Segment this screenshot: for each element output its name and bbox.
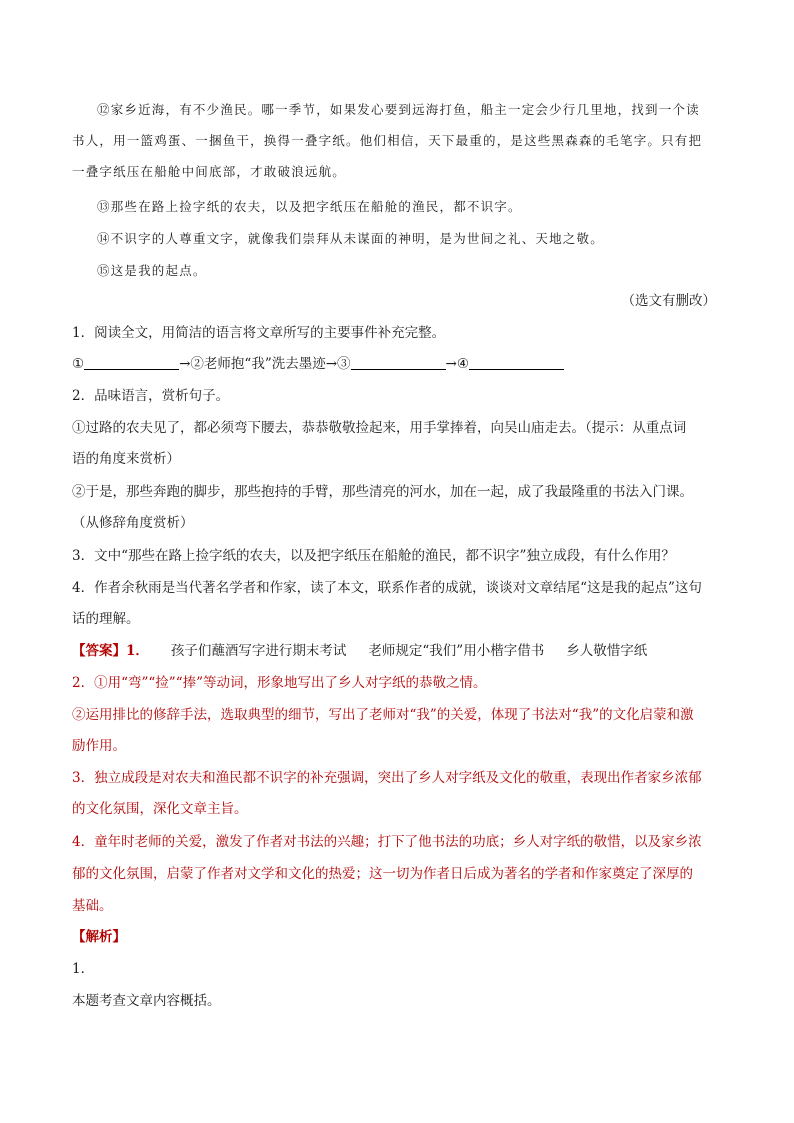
analysis-tag: 【解析】 xyxy=(72,929,126,945)
answer-blank-1[interactable] xyxy=(84,355,179,370)
question-4-line-2 xyxy=(72,604,724,635)
question-1-text: 1．阅读全文，用简洁的语言将文章所写的主要事件补充完整。 xyxy=(72,325,446,341)
answer-3-line-2 xyxy=(72,794,724,825)
question-line: ②于是，那些奔跑的脚步，那些抱持的手臂，那些清亮的河水，加在一起，成了我最隆重的书法入门课。 xyxy=(72,484,693,500)
passage-paragraph-14 xyxy=(72,223,724,254)
answer-line: 郁的文化氛围，启蒙了作者对文学和文化的热爱；这一切为作者日后成为著名的学者和作家奠定了深厚的 xyxy=(72,866,693,882)
answer-tag: 【答案】 xyxy=(72,643,126,659)
answer-4 xyxy=(72,827,724,858)
question-line: 语的角度来赏析） xyxy=(72,451,180,467)
question-line: （从修辞角度赏析） xyxy=(72,515,194,531)
fill-label-1: ① xyxy=(72,356,85,372)
question-line: 话的理解。 xyxy=(72,611,140,627)
fill-label-2: →②老师抱“我”洗去墨迹→③ xyxy=(179,356,351,372)
question-2-item-2-hint xyxy=(72,508,724,539)
answer-1-item-3: 乡人敬惜字纸 xyxy=(566,643,648,659)
answer-1-item-1: 孩子们蘸酒写字进行期末考试 xyxy=(170,643,347,659)
answer-line: 4．童年时老师的关爱，激发了作者对书法的兴趣；打下了他书法的功底；乡人对字纸的敬惜，以及家乡浓 xyxy=(72,834,702,850)
question-line: ①过路的农夫见了，都必须弯下腰去，恭恭敬敬捡起来，用手掌捧着，向吴山庙走去。（提示：从重点词 xyxy=(72,420,687,436)
question-1-fill-blanks xyxy=(72,349,724,380)
question-2-item-1 xyxy=(72,413,724,444)
answer-1 xyxy=(72,636,724,667)
passage-paragraph-13 xyxy=(72,191,724,222)
answer-line: 的文化氛围，深化文章主旨。 xyxy=(72,801,248,817)
passage-line: ⑫家乡近海，有不少渔民。哪一季节，如果发心要到远海打鱼，船主一定会少行几里地，找到一个读 xyxy=(97,102,700,117)
passage-paragraph-12-line-2 xyxy=(72,125,724,156)
question-3 xyxy=(72,541,724,572)
passage-line: 书人，用一篮鸡蛋、一捆鱼干，换得一叠字纸。他们相信，天下最重的，是这些黑森森的毛笔字。只有把 xyxy=(72,133,703,148)
passage-line: ⑬那些在路上捡字纸的农夫，以及把字纸压在船舱的渔民，都不识字。 xyxy=(97,199,522,214)
answer-3 xyxy=(72,763,724,794)
answer-1-item-2: 老师规定“我们”用小楷字借书 xyxy=(368,643,545,659)
passage-line: ⑭不识字的人尊重文字，就像我们崇拜从未谋面的神明，是为世间之礼、天地之敬。 xyxy=(97,231,604,246)
answer-4-line-2 xyxy=(72,859,724,890)
question-2-item-1-hint xyxy=(72,444,724,475)
answer-line: ②运用排比的修辞手法，选取典型的细节，写出了老师对“我”的关爱，体现了书法对“我”的文化启蒙和激 xyxy=(72,707,694,723)
passage-line: 一叠字纸压在船舱中间底部，才敢破浪远航。 xyxy=(72,164,347,179)
answer-4-line-3 xyxy=(72,891,724,922)
fill-label-3: →④ xyxy=(445,356,469,372)
answer-blank-3[interactable] xyxy=(351,355,446,370)
answer-1-label: 1． xyxy=(126,643,149,659)
analysis-line: 本题考查文章内容概括。 xyxy=(72,993,221,1009)
analysis-number-label: 1． xyxy=(72,961,95,977)
passage-paragraph-12-line-3 xyxy=(72,156,724,187)
answer-line: 3．独立成段是对农夫和渔民都不识字的补充强调，突出了乡人对字纸及文化的敬重，表现出作者家乡浓郁 xyxy=(72,770,702,786)
answer-blank-4[interactable] xyxy=(469,355,564,370)
answer-line: 励作用。 xyxy=(72,738,126,754)
analysis-heading xyxy=(72,922,724,953)
analysis-text xyxy=(72,986,724,1017)
answer-line: 2．①用“弯”“捡”“捧”等动词，形象地写出了乡人对字纸的恭敬之情。 xyxy=(72,675,487,691)
answer-2-item-1 xyxy=(72,668,724,699)
question-2-text: 2．品味语言，赏析句子。 xyxy=(72,388,230,404)
question-line: 4．作者余秋雨是当代著名学者和作家，读了本文，联系作者的成就，谈谈对文章结尾“这是我的起点”这句 xyxy=(72,580,702,596)
passage-line: ⑮这是我的起点。 xyxy=(97,263,207,278)
question-3-text: 3．文中“那些在路上捡字纸的农夫，以及把字纸压在船舱的渔民，都不识字”独立成段，有什么作用？ xyxy=(72,548,675,564)
passage-paragraph-15 xyxy=(72,255,724,286)
question-1 xyxy=(72,318,724,349)
passage-paragraph-12 xyxy=(72,94,724,125)
question-2 xyxy=(72,381,724,412)
answer-2-item-2 xyxy=(72,700,724,731)
question-2-item-2 xyxy=(72,477,724,508)
answer-2-item-2-line-2 xyxy=(72,731,724,762)
analysis-number xyxy=(72,954,724,985)
question-4 xyxy=(72,573,724,604)
source-note: （选文有删改） xyxy=(621,293,716,309)
answer-line: 基础。 xyxy=(72,898,113,914)
